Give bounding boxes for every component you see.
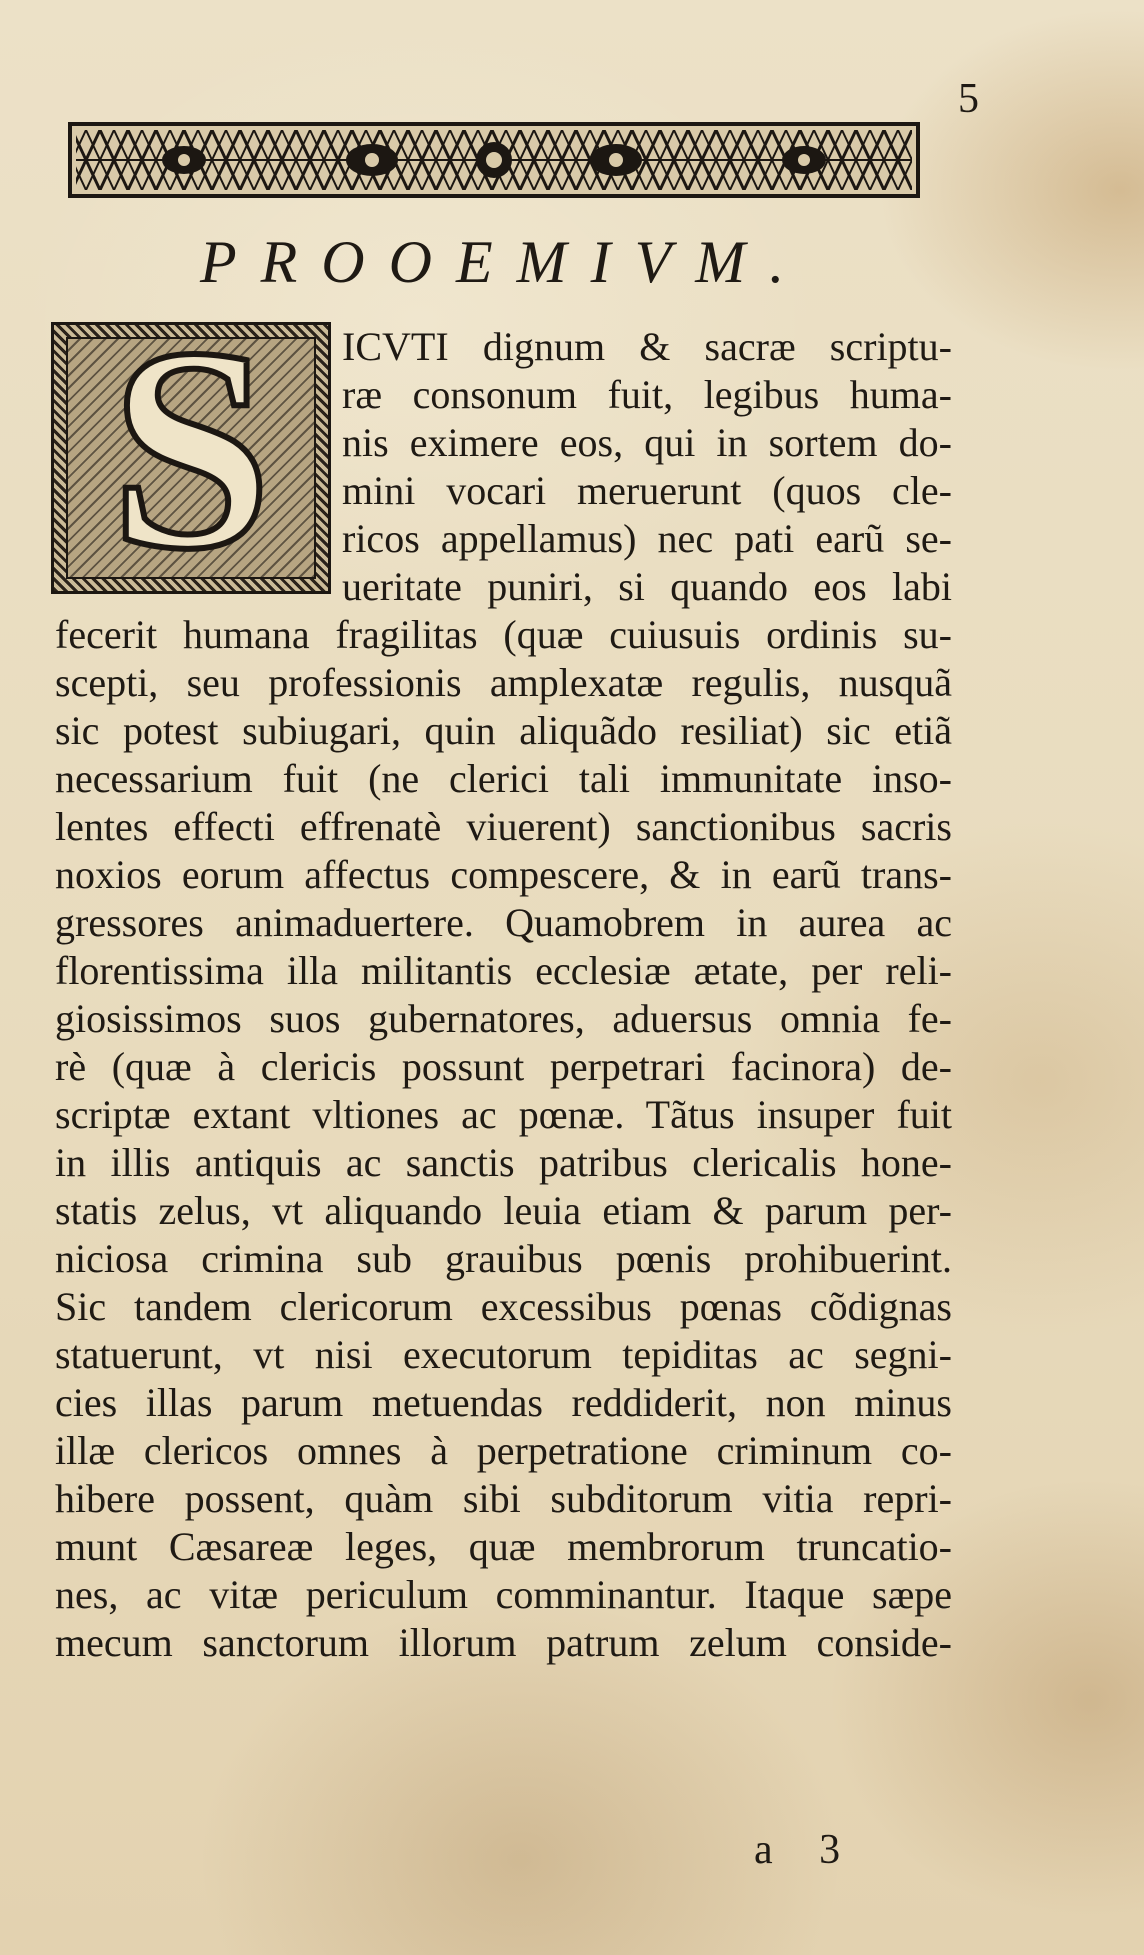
headpiece-ornament-icon (72, 126, 916, 194)
page-title: PROOEMIVM. (200, 229, 809, 295)
text-line: mecum sanctorum illorum patrum zelum conside- (55, 1620, 952, 1665)
text-line: ueritate puniri, si quando eos labi (342, 564, 952, 609)
text-line: giosissimos suos gubernatores, aduersus omnia fe- (55, 996, 952, 1041)
text-line: illæ clericos omnes à perpetratione criminum co- (55, 1428, 952, 1473)
text-line: hibere possent, quàm sibi subditorum vitia repri- (55, 1476, 952, 1521)
page-number: 5 (958, 76, 979, 122)
decorated-initial (51, 288, 331, 609)
text-line: ICVTI dignum & sacræ scriptu- (342, 324, 952, 369)
text-line: nis eximere eos, qui in sortem do- (342, 420, 952, 465)
ornamental-headpiece (68, 122, 920, 198)
text-line: lentes effecti effrenatè viuerent) sanctionibus sacris (55, 804, 952, 849)
text-line: gressores animaduertere. Quamobrem in aurea ac (55, 900, 952, 945)
text-line: Sic tandem clericorum excessibus pœnas cõdignas (55, 1284, 952, 1329)
text-line: scriptæ extant vltiones ac pœnæ. Tãtus insuper fuit (55, 1092, 952, 1137)
text-line: fecerit humana fragilitas (quæ cuiusuis ordinis su- (55, 612, 952, 657)
text-line: scepti, seu professionis amplexatæ regulis, nusquã (55, 660, 952, 705)
initial-letter: S (110, 288, 272, 609)
text-line: nes, ac vitæ periculum comminantur. Itaque sæpe (55, 1572, 952, 1617)
text-line: sic potest subiugari, quin aliquãdo resiliat) sic etiã (55, 708, 952, 753)
text-line: statis zelus, vt aliquando leuia etiam & parum per- (55, 1188, 952, 1233)
text-line: cies illas parum metuendas reddiderit, non minus (55, 1380, 952, 1425)
text-line: ræ consonum fuit, legibus huma- (342, 372, 952, 417)
text-line: statuerunt, vt nisi executorum tepiditas ac segni- (55, 1332, 952, 1377)
text-line: noxios eorum affectus compescere, & in earũ trans- (55, 852, 952, 897)
text-line: munt Cæsareæ leges, quæ membrorum truncatio- (55, 1524, 952, 1569)
text-line: rè (quæ à clericis possunt perpetrari facinora) de- (55, 1044, 952, 1089)
text-line: mini vocari meruerunt (quos cle- (342, 468, 952, 513)
signature-mark: a 3 (754, 1827, 859, 1873)
text-line: necessarium fuit (ne clerici tali immunitate inso- (55, 756, 952, 801)
text-line: niciosa crimina sub grauibus pœnis prohibuerint. (55, 1236, 952, 1281)
text-line: florentissima illa militantis ecclesiæ ætate, per reli- (55, 948, 952, 993)
text-line: ricos appellamus) nec pati earũ se- (342, 516, 952, 561)
text-line: in illis antiquis ac sanctis patribus clericalis hone- (55, 1140, 952, 1185)
